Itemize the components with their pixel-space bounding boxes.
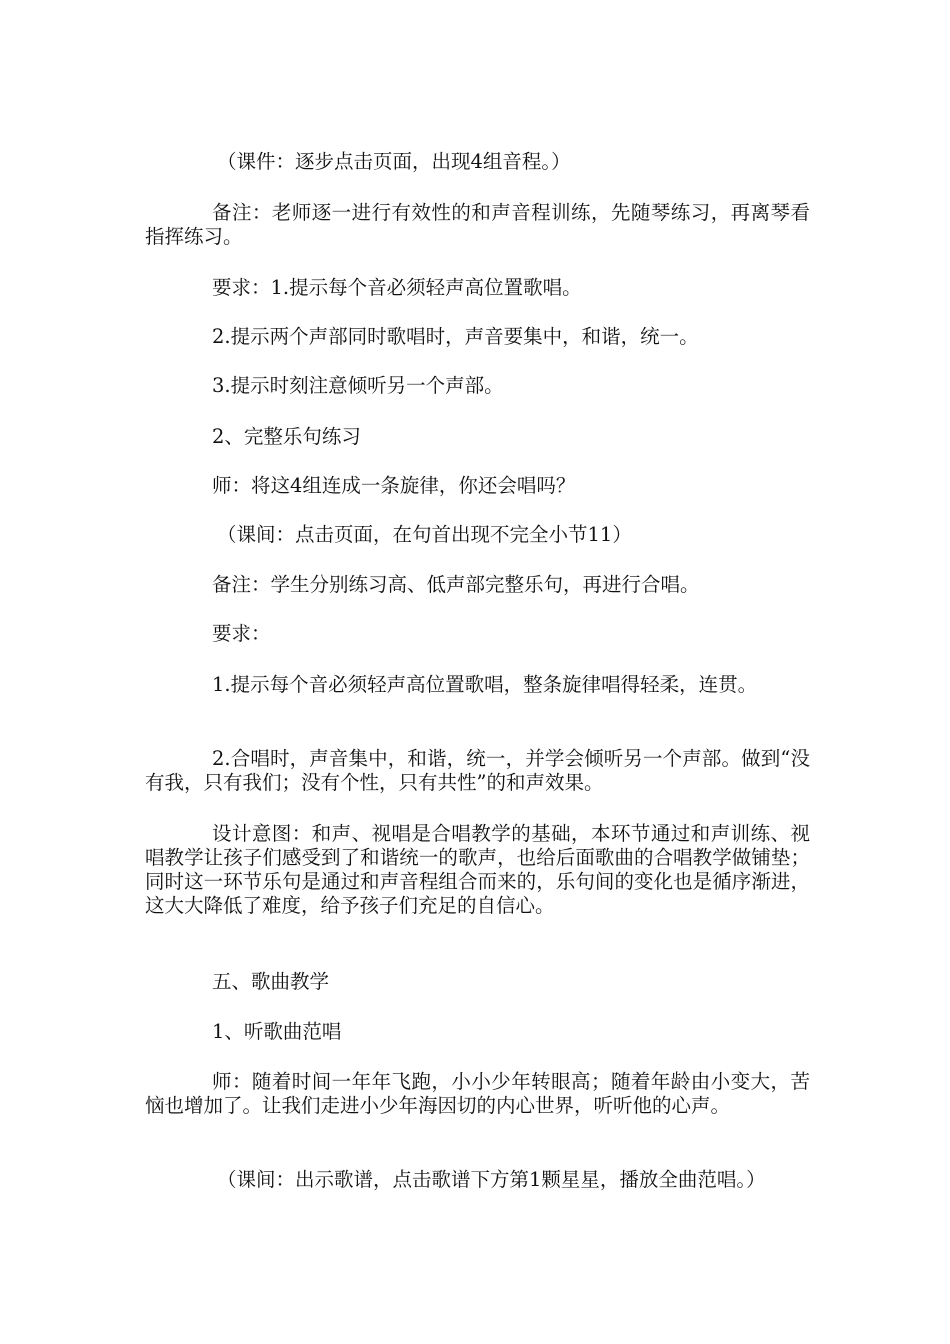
section-heading-phrase-practice: 2、完整乐句练习 (212, 425, 361, 448)
paragraph-teacher-question: 师：将这4组连成一条旋律，你还会唱吗？ (212, 474, 576, 497)
paragraph-requirement-chorus: 2.合唱时，声音集中，和谐，统一，并学会倾听另一个声部。做到“没有我，只有我们；没有个性，只有共性”的和声效果。 (145, 747, 810, 794)
paragraph-class-playback-note: （课间：出示歌谱，点击歌谱下方第1颗星星，播放全曲范唱。） (217, 1168, 766, 1191)
paragraph-courseware-note: （课件：逐步点击页面，出现4组音程。） (217, 150, 571, 173)
paragraph-class-note: （课间：点击页面，在句首出现不完全小节11） (217, 523, 632, 546)
paragraph-requirement-soft: 1.提示每个音必须轻声高位置歌唱，整条旋律唱得轻柔，连贯。 (212, 673, 758, 696)
paragraph-requirement-3: 3.提示时刻注意倾听另一个声部。 (212, 374, 504, 397)
paragraph-teacher-intro: 师：随着时间一年年飞跑，小小少年转眼高；随着年龄由小变大，苦恼也增加了。让我们走进小少年海因切的内心世界，听听他的心声。 (145, 1070, 810, 1117)
paragraph-requirement-1: 要求：1.提示每个音必须轻声高位置歌唱。 (212, 276, 582, 299)
paragraph-requirement-2: 2.提示两个声部同时歌唱时，声音要集中，和谐，统一。 (212, 325, 699, 348)
paragraph-remark-students: 备注：学生分别练习高、低声部完整乐句，再进行合唱。 (212, 573, 700, 596)
paragraph-design-intent: 设计意图：和声、视唱是合唱教学的基础，本环节通过和声训练、视唱教学让孩子们感受到了和谐统一的歌声，也给后面歌曲的合唱教学做铺垫；同时这一环节乐句是通过和声音程组合而来的，乐句间的变化也是循序渐进，这大大降低了难度，给予孩子们充足的自信心。 (145, 822, 810, 917)
section-heading-listen: 1、听歌曲范唱 (212, 1020, 342, 1043)
section-heading-song-teaching: 五、歌曲教学 (212, 970, 330, 993)
paragraph-requirements-label: 要求： (212, 622, 271, 645)
paragraph-remark-intervals: 备注：老师逐一进行有效性的和声音程训练，先随琴练习，再离琴看指挥练习。 (145, 201, 810, 248)
